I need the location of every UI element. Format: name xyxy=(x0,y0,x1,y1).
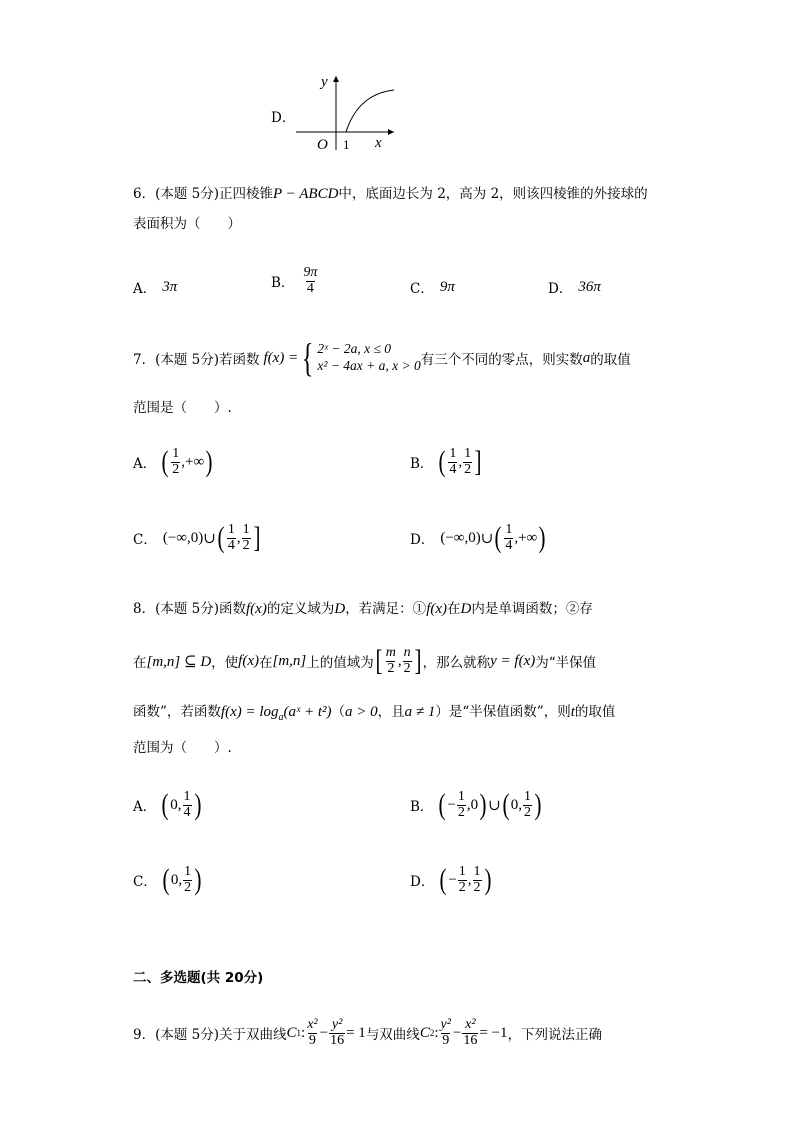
x-axis-arrow xyxy=(388,129,394,135)
q7-option-b[interactable]: B． ( $\frac{1}{4}$ , $\frac{1}{2}$ ] xyxy=(410,445,482,479)
question-8-line-2: 在 [m,n] ⊆ D ，使 f(x) 在 [m,n] 上的值域为 [ $\frac{m}{2}$ , $\frac{n}{2}$ ] ，那么就称 y = f(x) 为“半保值 xyxy=(133,644,597,678)
question-9-line-1: 9．(本题 5分)关于双曲线 C 1 : $\frac{\text{x²}}{9}$ − $\frac{\text{y²}}{16}$ = 1 与双曲线 C 2 : $\frac{\text{y²}}{9}$ − $\frac{\text{x²}}{16}$ = −1 ，下列说法正确 xyxy=(133,1017,603,1048)
q6-option-a[interactable]: A． 3π xyxy=(133,278,178,297)
question-8-line-3: 函数”，若函数$f(x) = \log_a(aˣ + t^2)(a > 0$，且a ≠ 1）是“半保值函数”，则t的取值 xyxy=(133,704,616,723)
graph-option-label: D． xyxy=(271,110,296,126)
q7-option-c[interactable]: C． (−∞,0) ∪ ( $\frac{1}{4}$ , $\frac{1}{2}$ ] xyxy=(133,521,261,555)
question-6-line-2: 表面积为（ ） xyxy=(133,216,241,232)
q8-option-a[interactable]: A． ( 0 , $\frac{1}{4}$ ) xyxy=(133,788,201,822)
origin-label: O xyxy=(317,137,328,153)
question-6-line-1: 6．(本题 5分)正四棱锥P − ABCD中，底面边长为 2，高为 2，则该四棱锥的外接球的 xyxy=(133,186,648,202)
y-axis-label: y xyxy=(321,74,328,90)
q8-option-b[interactable]: B． ( − $\frac{1}{2}$ , 0 ) ∪ ( 0 , $\frac{1}{2}$ ) xyxy=(410,788,542,822)
section-heading: 二、多选题(共 20分) xyxy=(133,970,264,986)
y-axis-arrow xyxy=(333,76,339,82)
q6-option-d[interactable]: D． 36π xyxy=(548,278,601,297)
q6-option-c[interactable]: C． 9π xyxy=(410,278,455,297)
curve xyxy=(346,90,394,132)
question-8-line-1: 8．(本题 5分)函数f(x)的定义域为D，若满足：①f(x)在D内是单调函数；②存 xyxy=(133,601,593,617)
q7-option-d[interactable]: D． (−∞,0) ∪ ( $\frac{1}{4}$ , +∞ ) xyxy=(410,521,546,555)
x-axis-label: x xyxy=(375,135,382,151)
question-7-line-1: 7．(本题 5分)若函数 f(x) = { 2ˣ − 2a, x ≤ 0 x² − 4ax + a, x > 0 有三个不同的零点，则实数 a 的取值 xyxy=(133,335,631,380)
q7-option-a[interactable]: A． ( $\frac{1}{2}$ , +∞ ) xyxy=(133,445,213,479)
question-7-line-2: 范围是（ ）. xyxy=(133,400,232,416)
q8-option-d[interactable]: D． ( − $\frac{1}{2}$ , $\frac{1}{2}$ ) xyxy=(410,863,492,897)
tick-label: 1 xyxy=(343,137,350,152)
q8-option-c[interactable]: C． ( 0 , $\frac{1}{2}$ ) xyxy=(133,863,202,897)
q6-option-b[interactable]: B． $\frac{9\pi}{4}$ xyxy=(271,265,318,296)
question-8-line-4: 范围为（ ）. xyxy=(133,740,232,756)
